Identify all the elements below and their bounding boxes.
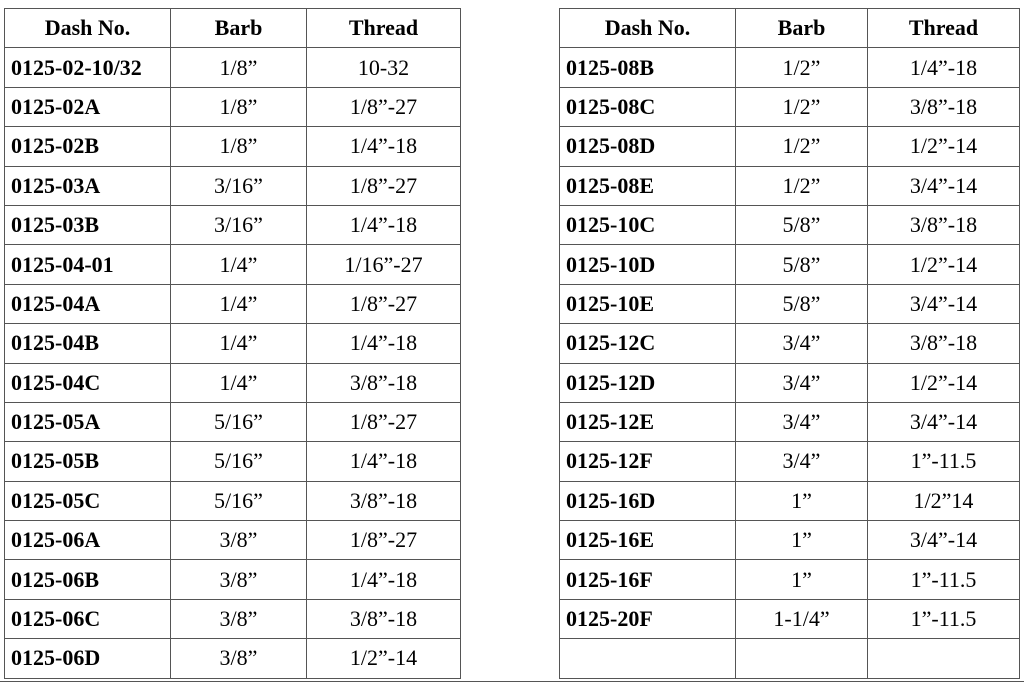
table-row [5,402,461,441]
thread-size-cell: 3/4”-14 [868,521,1020,560]
barb-size-cell: 1/8” [171,127,307,166]
dash-number-cell: 0125-05A [5,402,171,441]
table-row [560,363,1020,402]
table-row [560,442,1020,481]
barb-size-cell [736,639,868,678]
dash-number-cell: 0125-08C [560,87,736,126]
barb-size-cell: 1/4” [171,324,307,363]
table-row [560,48,1020,87]
table-row [560,402,1020,441]
barb-size-cell: 1/2” [736,87,868,126]
dash-number-cell: 0125-05B [5,442,171,481]
thread-size-cell: 3/4”-14 [868,166,1020,205]
dash-number-cell: 0125-03A [5,166,171,205]
dash-number-cell: 0125-04A [5,284,171,323]
barb-size-cell: 1/2” [736,127,868,166]
barb-size-cell: 5/16” [171,402,307,441]
dash-number-cell: 0125-06C [5,599,171,638]
table-row [5,363,461,402]
table-row [560,245,1020,284]
dash-number-cell: 0125-10C [560,205,736,244]
table-row [560,639,1020,678]
table-row [5,48,461,87]
barb-size-cell: 1” [736,481,868,520]
barb-size-cell: 3/8” [171,521,307,560]
barb-size-cell: 3/4” [736,363,868,402]
table-row [560,481,1020,520]
table-row [560,599,1020,638]
page-bottom-rule [0,681,1024,682]
table-row [560,205,1020,244]
thread-size-cell [868,639,1020,678]
dash-number-cell: 0125-03B [5,205,171,244]
dash-number-cell: 0125-02A [5,87,171,126]
barb-size-cell: 3/8” [171,560,307,599]
table-row [5,324,461,363]
table-row [560,284,1020,323]
thread-size-cell: 1”-11.5 [868,599,1020,638]
dash-number-cell: 0125-06B [5,560,171,599]
thread-size-cell: 1/8”-27 [307,87,461,126]
barb-size-cell: 5/16” [171,481,307,520]
table-row [5,127,461,166]
table-row [5,205,461,244]
barb-size-cell: 1/8” [171,87,307,126]
barb-header: Barb [736,9,868,48]
thread-size-cell: 1/4”-18 [868,48,1020,87]
barb-size-cell: 3/8” [171,599,307,638]
table-row [560,324,1020,363]
dash-number-cell: 0125-12E [560,402,736,441]
dash-no-header: Dash No. [5,9,171,48]
dash-number-cell: 0125-10D [560,245,736,284]
table-row [5,166,461,205]
thread-size-cell: 1”-11.5 [868,560,1020,599]
dash-number-cell: 0125-10E [560,284,736,323]
thread-size-cell: 3/8”-18 [307,599,461,638]
table-row [560,127,1020,166]
dash-no-header: Dash No. [560,9,736,48]
thread-size-cell: 10-32 [307,48,461,87]
thread-size-cell: 3/8”-18 [868,205,1020,244]
table-row [560,560,1020,599]
dash-number-cell: 0125-06A [5,521,171,560]
thread-size-cell: 3/4”-14 [868,402,1020,441]
thread-size-cell: 1/4”-18 [307,127,461,166]
dash-number-cell: 0125-08B [560,48,736,87]
barb-size-cell: 3/16” [171,205,307,244]
thread-size-cell: 3/8”-18 [868,324,1020,363]
thread-size-cell: 3/8”-18 [307,481,461,520]
thread-size-cell: 1/4”-18 [307,205,461,244]
table-row [5,599,461,638]
thread-size-cell: 3/8”-18 [868,87,1020,126]
dash-number-cell: 0125-02-10/32 [5,48,171,87]
table-row [5,639,461,678]
table-row [5,521,461,560]
dash-number-cell: 0125-04B [5,324,171,363]
fitting-table-left [4,8,461,679]
thread-size-cell: 1/2”-14 [868,245,1020,284]
dash-number-cell: 0125-20F [560,599,736,638]
dash-number-cell: 0125-12D [560,363,736,402]
table-row [5,87,461,126]
barb-size-cell: 3/16” [171,166,307,205]
dash-number-cell: 0125-05C [5,481,171,520]
table-row [5,481,461,520]
thread-header: Thread [307,9,461,48]
dash-number-cell: 0125-08E [560,166,736,205]
dash-number-cell: 0125-02B [5,127,171,166]
barb-size-cell: 1/4” [171,284,307,323]
thread-size-cell: 1/8”-27 [307,402,461,441]
thread-size-cell: 1/2”-14 [868,363,1020,402]
barb-size-cell: 3/8” [171,639,307,678]
dash-number-cell: 0125-12C [560,324,736,363]
barb-size-cell: 5/8” [736,205,868,244]
dash-number-cell: 0125-16E [560,521,736,560]
table-header-row [5,9,461,48]
table-row [560,166,1020,205]
barb-size-cell: 1/4” [171,245,307,284]
thread-size-cell: 1”-11.5 [868,442,1020,481]
barb-size-cell: 3/4” [736,402,868,441]
fitting-table-right [559,8,1020,679]
table-body [560,48,1020,678]
thread-size-cell: 1/16”-27 [307,245,461,284]
barb-size-cell: 1-1/4” [736,599,868,638]
barb-size-cell: 1” [736,521,868,560]
table-header-row [560,9,1020,48]
table-body [5,48,461,678]
barb-size-cell: 1/4” [171,363,307,402]
thread-size-cell: 1/4”-18 [307,324,461,363]
thread-size-cell: 1/4”-18 [307,560,461,599]
thread-size-cell: 1/2”14 [868,481,1020,520]
barb-size-cell: 1/8” [171,48,307,87]
dash-number-cell: 0125-04C [5,363,171,402]
table-row [5,560,461,599]
dash-number-cell: 0125-16F [560,560,736,599]
barb-size-cell: 1/2” [736,166,868,205]
dash-number-cell [560,639,736,678]
barb-size-cell: 3/4” [736,324,868,363]
barb-header: Barb [171,9,307,48]
thread-size-cell: 1/2”-14 [868,127,1020,166]
thread-size-cell: 3/8”-18 [307,363,461,402]
table-row [560,521,1020,560]
thread-size-cell: 1/2”-14 [307,639,461,678]
table-row [5,442,461,481]
table-row [5,284,461,323]
thread-size-cell: 1/4”-18 [307,442,461,481]
barb-size-cell: 5/8” [736,245,868,284]
barb-size-cell: 1/2” [736,48,868,87]
thread-size-cell: 1/8”-27 [307,521,461,560]
table-row [5,245,461,284]
thread-size-cell: 3/4”-14 [868,284,1020,323]
barb-size-cell: 5/8” [736,284,868,323]
dash-number-cell: 0125-06D [5,639,171,678]
dash-number-cell: 0125-12F [560,442,736,481]
thread-header: Thread [868,9,1020,48]
thread-size-cell: 1/8”-27 [307,166,461,205]
thread-size-cell: 1/8”-27 [307,284,461,323]
dash-number-cell: 0125-16D [560,481,736,520]
barb-size-cell: 5/16” [171,442,307,481]
barb-size-cell: 3/4” [736,442,868,481]
dash-number-cell: 0125-04-01 [5,245,171,284]
table-row [560,87,1020,126]
dash-number-cell: 0125-08D [560,127,736,166]
barb-size-cell: 1” [736,560,868,599]
